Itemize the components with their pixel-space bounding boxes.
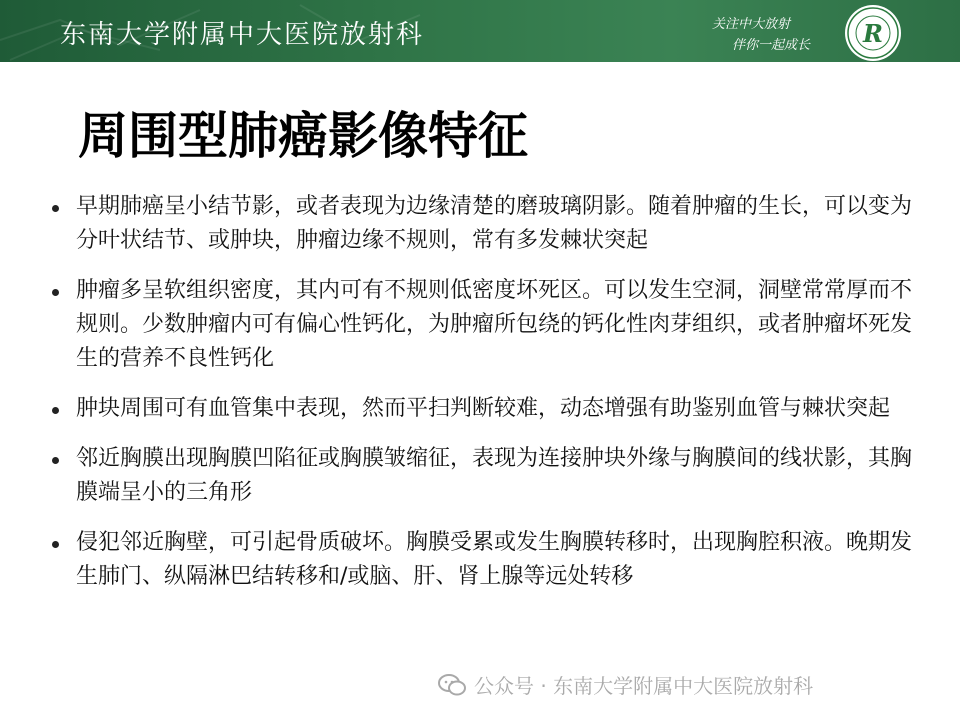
slogan-line-1: 关注中大放射 [712,17,791,32]
bullet-text: 早期肺癌呈小结节影，或者表现为边缘清楚的磨玻璃阴影。随着肿瘤的生长，可以变为分叶状结节、或肿块，肿瘤边缘不规则，常有多发棘状突起 [76,194,913,253]
header-title: 东南大学附属中大医院放射科 [60,20,425,50]
bullet-item [48,190,932,258]
slide-title: 周围型肺癌影像特征 [78,107,528,165]
slogan-line-2: 伴你一起成长 [732,38,811,53]
bullet-text: 肿瘤多呈软组织密度，其内可有不规则低密度坏死区。可以发生空洞，洞壁常常厚而不规则。少数肿瘤内可有偏心性钙化，为肿瘤所包绕的钙化性肉芽组织，或者肿瘤坏死发生的营养不良性钙化 [76,278,913,371]
bullet-item [48,442,932,510]
wechat-icon [438,673,466,697]
bullet-dot-icon [52,541,59,548]
watermark [438,670,813,699]
bullet-text: 肿块周围可有血管集中表现，然而平扫判断较难，动态增强有助鉴别血管与棘状突起 [76,396,891,421]
bullet-item [48,392,932,426]
hospital-logo-icon [844,4,902,62]
logo-letter: R [863,19,883,48]
bullet-dot-icon [52,205,59,212]
bullet-item [48,526,932,594]
watermark-text: 公众号 · 东南大学附属中大医院放射科 [474,674,814,698]
bullet-dot-icon [52,407,59,414]
bullet-item [48,274,932,376]
bullet-text: 侵犯邻近胸壁，可引起骨质破坏。胸膜受累或发生胸膜转移时，出现胸腔积液。晚期发生肺门、纵隔淋巴结转移和/或脑、肝、肾上腺等远处转移 [76,530,913,589]
bullet-list [48,190,932,610]
bullet-text: 邻近胸膜出现胸膜凹陷征或胸膜皱缩征，表现为连接肿块外缘与胸膜间的线状影，其胸膜端呈小的三角形 [76,446,913,505]
bullet-dot-icon [52,289,59,296]
header-bar [0,0,960,62]
bullet-dot-icon [52,457,59,464]
